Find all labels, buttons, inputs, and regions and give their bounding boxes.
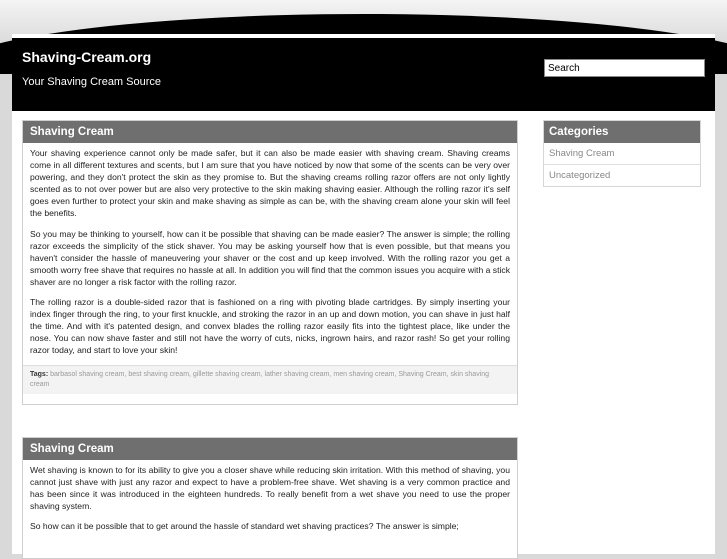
post-paragraph: So you may be thinking to yourself, how can it be possible that shaving can be made easier? The answer is simple; the rolling razor exceeds the simplicity of the stick shaver. You may be asking yourself how that is even possible, but that means you haven't consider the hassle of maneuvering your shaver or the cost and up keep involved. With the rolling razor you get a smooth worry free shave that requires no hassle at all. In addition you will find that the common issues you acquire with a stick shaver are no longer a risk factor with the rolling razor.: [30, 228, 510, 287]
tags-label: Tags:: [30, 370, 49, 378]
tag-link[interactable]: Shaving Cream: [398, 370, 447, 378]
site-title[interactable]: Shaving-Cream.org: [22, 49, 152, 65]
tag-link[interactable]: best shaving cream: [128, 370, 190, 378]
tag-link[interactable]: gillette shaving cream: [192, 370, 261, 378]
search-input[interactable]: [544, 59, 705, 77]
categories-widget: [543, 120, 701, 187]
tag-link[interactable]: lather shaving cream: [264, 370, 330, 378]
post-paragraph: Wet shaving is known to for its ability to give you a closer shave while reducing skin irritation. With this method of shaving, you cannot just shave with just any razor and expect to have a problem-free shave. Wet shaving is a very common practice and has been since it was introduced in the eighteen hundreds. To really benefit from a wet shave you need to use the proper shaving system.: [30, 465, 510, 512]
post-paragraph: The rolling razor is a double-sided razor that is fashioned on a ring with pivoting blade cartridges. By simply inserting your index finger through the ring, to your first knuckle, and stroking the razor in an up and down motion, you can shave in just half the time. And with it's patented design, and convex blades the rolling razor easily fits into the tightest place, like under the nose. You can now shave faster and still not have the worry of cuts, nicks, ingrown hairs, and razor rash! So get your rolling razor today, and start to love your skin!: [30, 297, 510, 356]
site-tagline: Your Shaving Cream Source: [22, 76, 162, 88]
post-1: [22, 120, 518, 405]
post-title[interactable]: Shaving Cream: [23, 438, 517, 460]
post-paragraph: So how can it be possible that to get around the hassle of standard wet shaving practices? The answer is simple;: [30, 521, 459, 532]
post-body: [23, 460, 517, 532]
tag-link[interactable]: barbasol shaving cream: [50, 370, 125, 378]
category-link-shaving-cream[interactable]: Shaving Cream: [544, 143, 700, 165]
site-header: [12, 38, 715, 111]
categories-title: Categories: [544, 121, 700, 143]
post-title[interactable]: Shaving Cream: [23, 121, 517, 143]
tag-link[interactable]: men shaving cream: [333, 370, 395, 378]
post-2: [22, 437, 518, 559]
post-tags: Tags: barbasol shaving cream, best shaving cream, gillette shaving cream, lather shaving cream, men shaving cream, Shaving Cream, skin shaving cream: [23, 365, 517, 394]
tag-link[interactable]: skin shaving cream: [30, 370, 490, 388]
post-footer-spacer: [23, 394, 517, 404]
post-body: [23, 143, 517, 357]
category-link-uncategorized[interactable]: Uncategorized: [549, 170, 611, 181]
post-paragraph: Your shaving experience cannot only be made safer, but it can also be made easier with shaving cream. Shaving creams come in all different textures and scents, but I am sure that you have noticed by now that some of the scents can be very over powering, and they don't protect the skin as they promise to. But the shaving creams rolling razor offers are not only lightly scented as to not over power but are also very protective to the skin making shaving easier. Although the rolling razor it's self goes even further to protect your skin and make shaving as simple as can be, with the shaving cream alone your skin will feel the benefits.: [30, 148, 510, 219]
